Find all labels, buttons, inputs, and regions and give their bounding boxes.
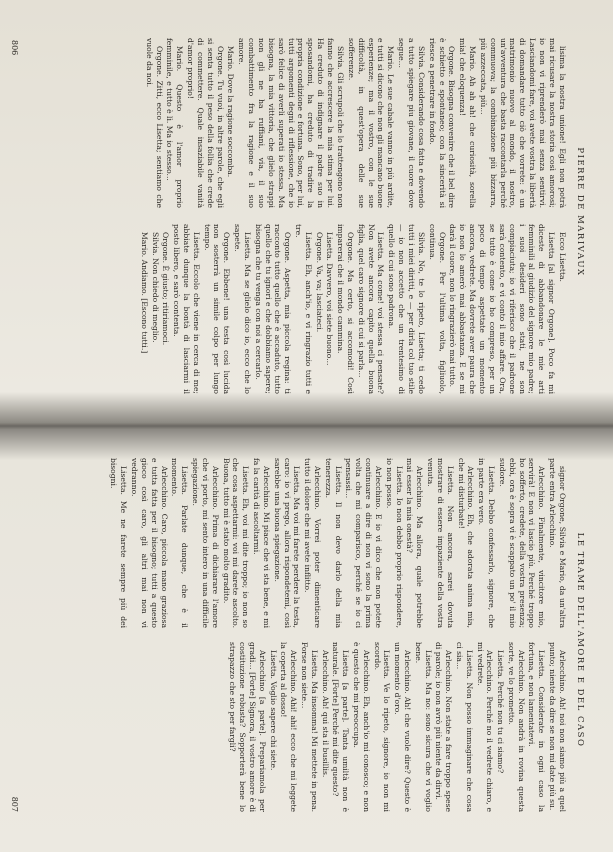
paragraph: Lisetta. Eh, anch'io, e vi ringrazio tutti e tre.	[294, 224, 313, 394]
paragraph: Silvia. Gli scrupoli che lo trattengono non fanno che accrescere la mia stima per lui. Ha creduto di indignare il padre suo in sposandomi, ha creduto di tradire la propria condizione e fortuna. Sono, per lui, tutti argomenti degni di riflessione, che io sarò felice di averli superati io stessa. Ma bisogna, la mia vittoria, che glielo strappi non gli ne ha ruffiani, via, il suo combattimento fra la ragione e il suo amore.	[237, 38, 346, 208]
paragraph: Lisetta. Ma voi mi farete perdere la testa, caro: io vi prego, allora rispondetemi, così sarebbe una buona spiegazione.	[272, 458, 302, 628]
text-column-1	[108, 458, 567, 628]
running-head: LE TRAME DELL'AMORE E DEL CASO	[575, 532, 585, 748]
paragraph: Lisetta. Eccolo che viene in cerca di me; abbiate dunque la bontà di lasciarmi il posto libero, e sarò contenta.	[172, 224, 201, 394]
paragraph: Mario. Le sue cabale vanno in più ardite, e tutti si dicono che non gli mancano buone esperienze; ma il vostro, con le sue difficoltà, in quest'opera delle sue sofferenze.	[346, 38, 396, 208]
paragraph: Orgone. Zitti, ecco Lisetta; sentiamo che vuole da noi.	[144, 38, 164, 208]
paragraph: Arlecchino. Ah! qui sta il busillis.	[320, 650, 330, 778]
page-number: 807	[10, 796, 19, 812]
paragraph: Arlecchino. Vorrei poter dimenticare tutto il dolore che mi avete inflitto.	[303, 458, 323, 628]
paragraph: Lisetta. Ma insomma! Mi mettete in pena. Forse non siete...	[299, 642, 319, 813]
running-head: PIERRE DE MARIVAUX	[575, 147, 585, 277]
page-number: 806	[10, 40, 19, 56]
paragraph: Arlecchino. Caro, piccola mano graziosa e tutta fatta per il bisogno; tutti a questo gioco così caro, gli altri mai non vi vedranno.	[129, 458, 169, 628]
paragraph: Lisetta. Ve lo ripeto, signore, io non mi scordo.	[372, 642, 392, 812]
paragraph: signor Orgone, Silvia e Mario, da un'altra parte entra Arlecchino.	[548, 458, 567, 628]
paragraph: Orgone. È giusto; ritiriamoci.	[161, 232, 171, 346]
paragraph: Lisetta. Eh, voi mi dite troppo; io non so che cosa aspettarmi: voi mi darete ascolto. Buona, tutto mi è stato molto gradito.	[221, 458, 251, 628]
paragraph: Arlecchino. Ahi! ahi! ecco che mi leggete la coperta al dosso!	[279, 642, 299, 812]
paragraph: Lisetta. Ma come! voi stessa ci pensate? Non avete ancora capito quella buona figlia, quel caro signore di cui si parla...	[356, 224, 386, 394]
paragraph: Lisetta. Non posso immaginare che cosa ci sia...	[454, 642, 474, 812]
paragraph: Orgone. Tu vuoi, in altre parole, che egli si senta tutto il peso della follia che crede di commettere. Quale insaziabile vanità d'amor proprio!	[185, 38, 225, 208]
paragraph: Silvia. No, te lo ripeto, Lisetta; ti cedo tutti i miei diritti, e — per dirla col tuo stile — io non accetto che un trentesimo di quello di cui sono padrona.	[387, 224, 426, 394]
paragraph: Mario. Ah ah ah! che curiosità, sorella mia! che eloquenza!	[458, 38, 478, 208]
text-column-1	[143, 38, 567, 208]
paragraph: Lisetta. Ma se glielo dico io, ecco che lo sapete.	[233, 224, 252, 394]
paragraph: Orgone. Per l'ultima volta, figliuolo, continua.	[427, 224, 447, 394]
paragraph: Arlecchino [a parte]. Prepariamola per gradi... [Forte] Signora, il vostro amore è di costituzione robusta? Sopporterà bene lo strapazzo che sto per fargli?	[228, 642, 267, 812]
paragraph: Lisetta. Voglio sapere chi siete.	[268, 650, 278, 771]
paragraph: Lisetta. Davvero, voi siete buono...	[325, 232, 335, 366]
paragraph: Arlecchino. Perché no il vedrete chiaro, e mi vedrete.	[475, 642, 495, 812]
paragraph: lisima la nostra unione! Egli non potrà mai ricusare la nostra storia così amorosi; io non vi riprenderò mai senza sentirvi. Lasciandomi fare, voi avete vostra la libertà di domandare tutto ciò che vorrete: è un matrimonio nuovo al mondo, il nostro, un'avventura che basta raccontarla perché commuova; la combinazione più bizzarra, più azzeccata, più...	[478, 38, 567, 208]
paragraph: Lisetta. Non ancora, sarei dovuta mostrare di essere impaziente della vostra venuta.	[426, 458, 455, 628]
paragraph: Orgone. Ebbene! una testa così lucida non sosterrà un simile colpo per lungo tempo.	[202, 224, 232, 394]
paragraph: Arlecchino. Finalmente, vincitore mio, servirà! E non vi lascio più. Perché troppo ho sofferto, credete, della vostra presenza; ebbi, ora è sopra vi è scappato un po' il mio sudore.	[497, 458, 547, 628]
paragraph: Orgone. Aspetta, mia piccola regina: ti racconto tutto quello che è accaduto, tutto quello che tu ignori e che dobbiamo sapere; bisogna che tu venga con noi a cercarlo.	[253, 224, 293, 394]
paragraph: Silvia. Non chiedo di meglio.	[150, 232, 160, 343]
right-page	[0, 428, 613, 852]
paragraph: Lisetta. Parlate dunque, che è il momento.	[170, 458, 190, 628]
paragraph: Lisetta. Debbo confessarlo, signore, che in parte era vero.	[477, 458, 497, 628]
paragraph: Arlecchino. Eh, anch'io mi conosco; e non è questo che mi preoccupa.	[351, 642, 371, 812]
paragraph: Arlecchino. Mi piace che vi sta bene, e mi fa la carità di ascoltarmi.	[252, 458, 271, 628]
paragraph: Lisetta. Considerate in ogni caso la fortuna, e non lamentatevi.	[527, 642, 547, 812]
paragraph: Lisetta. Me ne farete sempre più dei bisogni.	[109, 458, 129, 628]
paragraph: Mario. Dove la ragione soccomba.	[226, 46, 236, 178]
paragraph: Silvia. Considerando cosa fatta e dovendo a tutto spiegare piu giovane, il cuore dove segue...	[397, 38, 426, 208]
paragraph: Lisetta. Il non devo darlo della mia tenerezza.	[323, 458, 343, 628]
paragraph: Lisetta [al signor Orgone]. Poco fa mi diceste di abbandonare le mie arti femminili al giudizio del signore mio padre; i suoi desideri sono stati, ne son compiaciuta; io vi riferisco che il padrone sarà contento, e vi conto il mio affare. Ora, se tutto è come io ho compreso, per un poco di tempo aspettate un momento ancora, vedrete. Ma dovrete aver paura che io non lo amerò mai abbastanza. E se mi darà il cuore, non lo ringrazierò mai tutto.	[448, 224, 557, 394]
paragraph: Orgone. Ma certo, si accomodi! Così imparerai che il mondo cammina.	[336, 224, 355, 394]
left-page	[0, 0, 613, 424]
paragraph: Arlecchino. Prima di dichiarare l'amore che vi porto, mi sento intero in una difficile spiegazione.	[191, 458, 220, 628]
paragraph: Arlecchino. Ma allora, quale potrebbe mai esser la mia onestà?	[405, 458, 425, 628]
text-column-2	[227, 642, 567, 812]
paragraph: Mario. Questo è l'amor proprio femminile, e tutto è lì. Ma io stesso...	[165, 38, 185, 208]
text-column-2	[138, 224, 567, 394]
paragraph: Lisetta. Io non debbo proprio rispondere, io non posso.	[384, 458, 404, 628]
paragraph: Arlecchino. Ah! che vuole dire? Questo è un momento d'oro.	[393, 642, 413, 812]
paragraph: Arlecchino. E io vi dico che non potete continuare a dire di non vi sono la prima volta che mi comparisco, perché se io ci pensassi...	[344, 458, 384, 628]
paragraph: Arlecchino. Non andrà in rovina questa sorte, ve lo prometto.	[506, 642, 526, 812]
paragraph: Orgone. Va, va; lasciateci.	[314, 232, 324, 333]
paragraph: Orgone. Bisogna convenire che il bel dire è schietto e spontaneo; con la sincerità si riesce a penetrare in fondo.	[427, 38, 457, 208]
paragraph: Arlecchino. Non state a fare troppo spese di parole; io non avrò più niente da dirvi.	[434, 642, 454, 812]
paragraph: Arlecchino. Ah! noi non siamo più a quel punto; niente da dire se non mi date più su.	[548, 642, 567, 812]
paragraph: Lisetta. Ma no: sono sicura che vi voglio bene.	[413, 642, 433, 812]
paragraph: Lisetta. Perché non tu ci siamo?	[496, 650, 506, 774]
paragraph: Ecco Lisetta.	[558, 232, 567, 282]
paragraph: Lisetta [a parte]. Tanta umiltà non è naturale. [Forte] Perché mi dite questo?	[331, 642, 351, 812]
paragraph: Arlecchino. Eh, che adorata anima mia, che mi disturbate!	[456, 458, 476, 628]
paragraph: Mario. Andiamo. [Escono tutti.]	[139, 232, 149, 354]
